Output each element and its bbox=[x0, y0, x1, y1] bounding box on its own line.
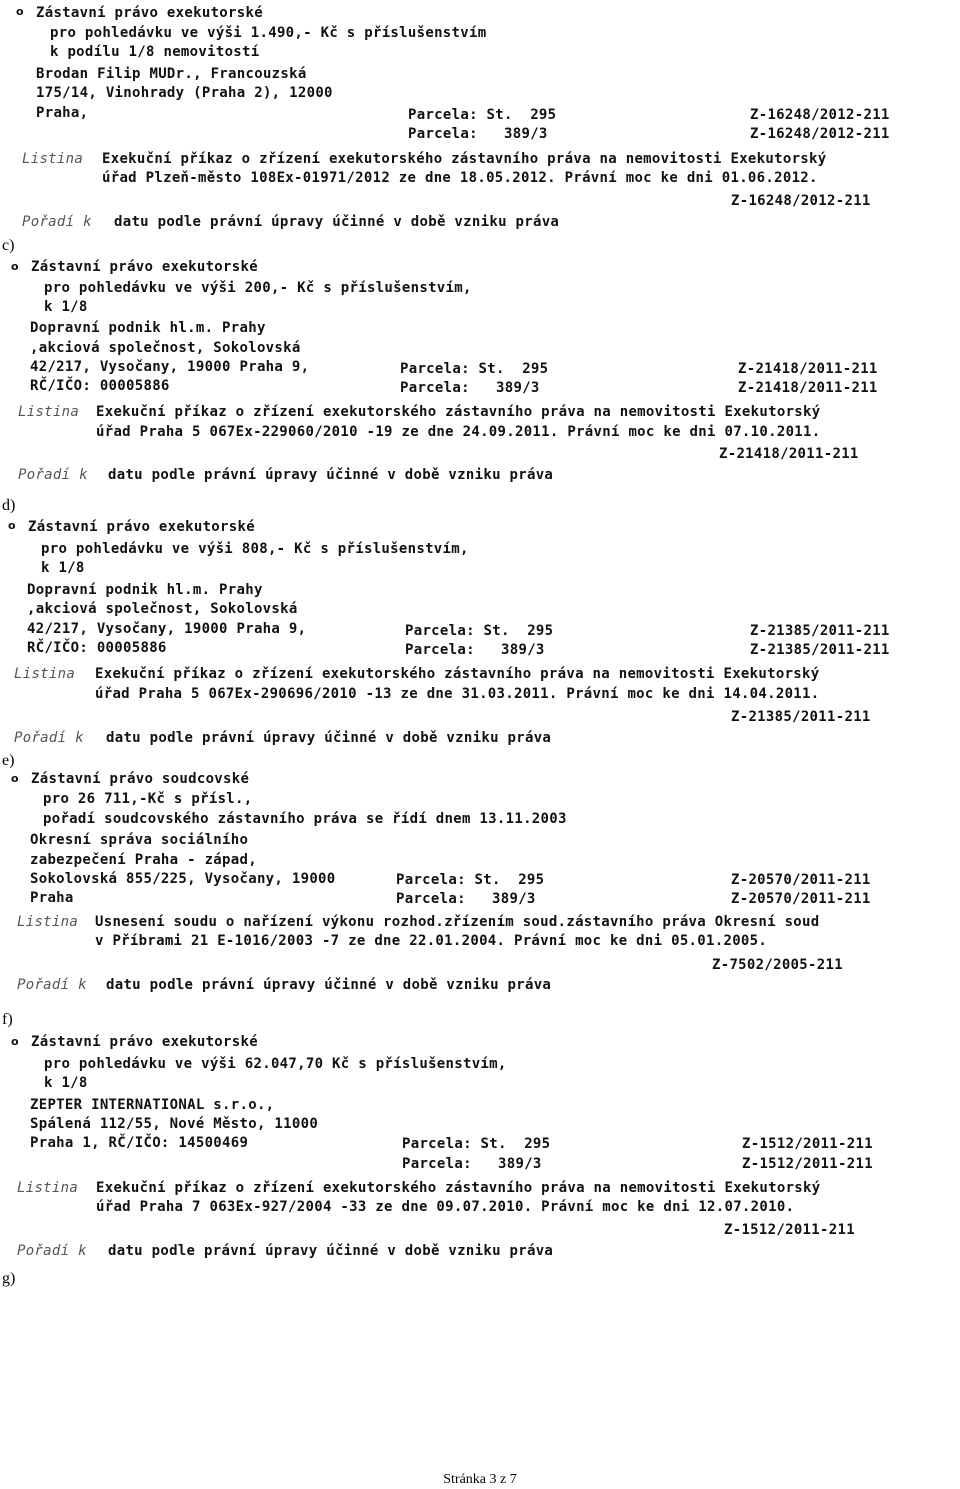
party-line: Spálená 112/55, Nové Město, 11000 bbox=[30, 1116, 319, 1132]
listina-label: Listina bbox=[22, 151, 84, 167]
bullet-icon: o bbox=[11, 772, 19, 785]
parcel-line: Parcela: 389/3 bbox=[405, 642, 545, 658]
party-line: 42/217, Vysočany, 19000 Praha 9, bbox=[27, 621, 307, 637]
poradi-label: Pořadí k bbox=[17, 977, 87, 993]
party-line: Brodan Filip MUDr., Francouzská bbox=[36, 66, 307, 82]
party-line: Praha, bbox=[36, 105, 89, 121]
right-detail: pro pohledávku ve výši 1.490,- Kč s příslušenstvím bbox=[50, 25, 487, 41]
poradi-label: Pořadí k bbox=[17, 1243, 87, 1259]
bullet-icon: o bbox=[16, 5, 24, 18]
listina-text: Exekuční příkaz o zřízení exekutorského zástavního práva na nemovitosti Exekutorský bbox=[102, 151, 827, 167]
registry-number: Z-21385/2011-211 bbox=[731, 709, 871, 725]
listina-text: úřad Praha 5 067Ex-290696/2010 -13 ze dne 31.03.2011. Právní moc ke dni 14.04.2011. bbox=[95, 686, 820, 702]
parcel-line: Parcela: 389/3 bbox=[400, 380, 540, 396]
registry-number: Z-21385/2011-211 bbox=[750, 623, 890, 639]
parcel-line: Parcela: St. 295 bbox=[396, 872, 545, 888]
right-detail: pořadí soudcovského zástavního práva se řídí dnem 13.11.2003 bbox=[43, 811, 567, 827]
listina-text: úřad Plzeň-město 108Ex-01971/2012 ze dne 18.05.2012. Právní moc ke dni 01.06.2012. bbox=[102, 170, 818, 186]
poradi-text: datu podle právní úpravy účinné v době vzniku práva bbox=[108, 467, 554, 483]
poradi-text: datu podle právní úpravy účinné v době vzniku práva bbox=[106, 977, 552, 993]
bullet-icon: o bbox=[11, 260, 19, 273]
poradi-text: datu podle právní úpravy účinné v době vzniku práva bbox=[106, 730, 552, 746]
registry-number: Z-1512/2011-211 bbox=[724, 1222, 855, 1238]
party-line: Praha 1, RČ/IČO: 14500469 bbox=[30, 1135, 249, 1151]
party-line: Sokolovská 855/225, Vysočany, 19000 bbox=[30, 871, 336, 887]
parcel-line: Parcela: 389/3 bbox=[396, 891, 536, 907]
listina-text: v Příbrami 21 E-1016/2003 -7 ze dne 22.01.2004. Právní moc ke dni 05.01.2005. bbox=[95, 933, 768, 949]
registry-number: Z-21385/2011-211 bbox=[750, 642, 890, 658]
registry-number: Z-21418/2011-211 bbox=[738, 361, 878, 377]
registry-number: Z-20570/2011-211 bbox=[731, 872, 871, 888]
poradi-label: Pořadí k bbox=[22, 214, 92, 230]
section-marker: e) bbox=[2, 752, 15, 769]
party-line: RČ/IČO: 00005886 bbox=[27, 640, 167, 656]
parcel-line: Parcela: 389/3 bbox=[408, 126, 548, 142]
right-detail: k 1/8 bbox=[44, 1075, 88, 1091]
page-footer: Stránka 3 z 7 bbox=[443, 1472, 517, 1487]
poradi-text: datu podle právní úpravy účinné v době vzniku práva bbox=[108, 1243, 554, 1259]
party-line: 175/14, Vinohrady (Praha 2), 12000 bbox=[36, 85, 333, 101]
right-detail: pro pohledávku ve výši 200,- Kč s příslušenstvím, bbox=[44, 280, 472, 296]
right-detail: k podílu 1/8 nemovitostí bbox=[50, 44, 260, 60]
registry-number: Z-21418/2011-211 bbox=[738, 380, 878, 396]
registry-number: Z-1512/2011-211 bbox=[742, 1156, 873, 1172]
party-line: Praha bbox=[30, 890, 74, 906]
party-line: Okresní správa sociálního bbox=[30, 832, 249, 848]
section-marker: g) bbox=[2, 1270, 16, 1287]
listina-label: Listina bbox=[18, 404, 80, 420]
section-marker: c) bbox=[2, 237, 15, 254]
section-marker: d) bbox=[2, 497, 16, 514]
listina-label: Listina bbox=[17, 1180, 79, 1196]
registry-number: Z-16248/2012-211 bbox=[750, 107, 890, 123]
poradi-label: Pořadí k bbox=[18, 467, 88, 483]
parcel-line: Parcela: St. 295 bbox=[405, 623, 554, 639]
bullet-icon: o bbox=[11, 1035, 19, 1048]
registry-number: Z-1512/2011-211 bbox=[742, 1136, 873, 1152]
party-line: Dopravní podnik hl.m. Prahy bbox=[30, 320, 266, 336]
listina-label: Listina bbox=[14, 666, 76, 682]
party-line: 42/217, Vysočany, 19000 Praha 9, bbox=[30, 359, 310, 375]
parcel-line: Parcela: St. 295 bbox=[408, 107, 557, 123]
listina-text: úřad Praha 5 067Ex-229060/2010 -19 ze dne 24.09.2011. Právní moc ke dni 07.10.2011. bbox=[96, 424, 821, 440]
party-line: RČ/IČO: 00005886 bbox=[30, 378, 170, 394]
bullet-icon: o bbox=[8, 519, 16, 532]
party-line: zabezpečení Praha - západ, bbox=[30, 852, 257, 868]
right-title: Zástavní právo exekutorské bbox=[28, 519, 255, 535]
right-detail: pro pohledávku ve výši 62.047,70 Kč s příslušenstvím, bbox=[44, 1056, 507, 1072]
poradi-label: Pořadí k bbox=[14, 730, 84, 746]
right-title: Zástavní právo soudcovské bbox=[31, 771, 250, 787]
parcel-line: Parcela: St. 295 bbox=[402, 1136, 551, 1152]
listina-text: Exekuční příkaz o zřízení exekutorského zástavního práva na nemovitosti Exekutorský bbox=[96, 404, 821, 420]
parcel-line: Parcela: St. 295 bbox=[400, 361, 549, 377]
party-line: Dopravní podnik hl.m. Prahy bbox=[27, 582, 263, 598]
right-title: Zástavní právo exekutorské bbox=[36, 5, 263, 21]
party-line: ZEPTER INTERNATIONAL s.r.o., bbox=[30, 1097, 275, 1113]
registry-number: Z-20570/2011-211 bbox=[731, 891, 871, 907]
section-marker: f) bbox=[2, 1011, 13, 1028]
parcel-line: Parcela: 389/3 bbox=[402, 1156, 542, 1172]
right-detail: pro pohledávku ve výši 808,- Kč s příslušenstvím, bbox=[41, 541, 469, 557]
right-title: Zástavní právo exekutorské bbox=[31, 1034, 258, 1050]
listina-text: úřad Praha 7 063Ex-927/2004 -33 ze dne 09.07.2010. Právní moc ke dni 12.07.2010. bbox=[96, 1199, 795, 1215]
registry-number: Z-7502/2005-211 bbox=[712, 957, 843, 973]
listina-text: Usnesení soudu o nařízení výkonu rozhod.zřízením soud.zástavního práva Okresní soud bbox=[95, 914, 820, 930]
right-title: Zástavní právo exekutorské bbox=[31, 259, 258, 275]
listina-label: Listina bbox=[17, 914, 79, 930]
right-detail: k 1/8 bbox=[41, 560, 85, 576]
right-detail: pro 26 711,-Kč s přísl., bbox=[43, 791, 253, 807]
right-detail: k 1/8 bbox=[44, 299, 88, 315]
party-line: ,akciová společnost, Sokolovská bbox=[27, 601, 298, 617]
party-line: ,akciová společnost, Sokolovská bbox=[30, 340, 301, 356]
poradi-text: datu podle právní úpravy účinné v době vzniku práva bbox=[114, 214, 560, 230]
registry-number: Z-16248/2012-211 bbox=[750, 126, 890, 142]
listina-text: Exekuční příkaz o zřízení exekutorského zástavního práva na nemovitosti Exekutorský bbox=[95, 666, 820, 682]
registry-number: Z-16248/2012-211 bbox=[731, 193, 871, 209]
listina-text: Exekuční příkaz o zřízení exekutorského zástavního práva na nemovitosti Exekutorský bbox=[96, 1180, 821, 1196]
registry-number: Z-21418/2011-211 bbox=[719, 446, 859, 462]
